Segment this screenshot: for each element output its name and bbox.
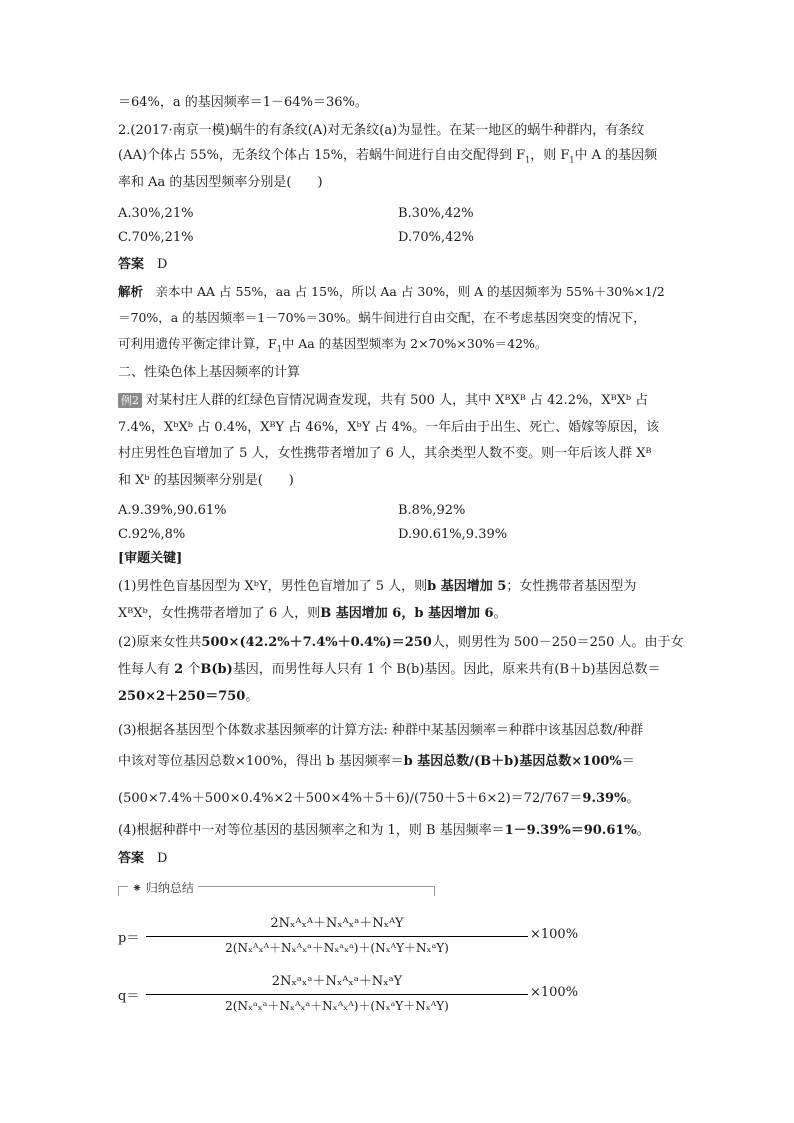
question-2-stem-line2: (AA)个体占 55%，无条纹个体占 15%，若蜗牛间进行自由交配得到 $F_1$，则 $F_1$中 A 的基因频 (118, 148, 658, 165)
key-points-label: [审题关键] (118, 551, 183, 566)
summary-title: ⁕ 归纳总结 (128, 879, 198, 896)
question-2-stem: 2.(2017·南京一模)蜗牛的有条纹(A)对无条纹(a)为显性。在某一地区的蜗牛种群内，有条纹 (118, 123, 645, 138)
text-line: ＝64%，a 的基因频率＝1－64%＝36%。 (118, 95, 368, 110)
example-2-line1: 例2 对某村庄人群的红绿色盲情况调查发现，共有 500 人，其中 XᴮXᴮ 占 42.2%，XᴮXᵇ 占 (118, 392, 648, 410)
key-point-3: (3)根据各基因型个体数求基因频率的计算方法: 种群中某基因频率＝种群中该基因总数/种群 (118, 723, 644, 738)
example-2-line4: 和 Xᵇ 的基因频率分别是( ) (118, 473, 294, 488)
option-b: B.30%,42% (398, 206, 474, 221)
key-point-3-calc: (500×7.4%＋500×0.4%×2＋500×4%＋5＋6)/(750＋5＋6×2)＝72/767＝9.39%。 (118, 791, 640, 806)
formula-p-lhs: p＝ (118, 931, 140, 946)
analysis-line3: 可利用遗传平衡定律计算，$F_1$中 Aa 的基因型频率为 2×70%×30%＝42%。 (118, 336, 548, 354)
formula-p-bar (146, 936, 528, 937)
formula-q-numerator: 2Nₓᵃₓᵃ＋Nₓᴬₓᵃ＋NₓᵃY (271, 974, 403, 989)
key-point-4: (4)根据种群中一对等位基因的基因频率之和为 1，则 B 基因频率＝1－9.39%＝90.61%。 (118, 823, 650, 838)
summary-box-right (434, 886, 435, 896)
key-point-3-cont: 中该对等位基因总数×100%，得出 b 基因频率＝b 基因总数/(B＋b)基因总数×100%＝ (118, 754, 635, 769)
section-heading: 二、性染色体上基因频率的计算 (118, 365, 301, 380)
key-point-2-result: 250×2＋250＝750。 (118, 689, 259, 704)
ex2-option-b: B.8%,92% (398, 503, 466, 518)
option-d: D.70%,42% (398, 230, 475, 245)
formula-q-lhs: q＝ (118, 989, 140, 1004)
formula-p-tail: ×100% (530, 927, 579, 942)
example-2-line2: 7.4%，XᵇXᵇ 占 0.4%，XᴮY 占 46%，XᵇY 占 4%。一年后由于出生、死亡、婚嫁等原因，该 (118, 420, 660, 435)
formula-q-tail: ×100% (530, 985, 579, 1000)
question-2-stem-line3: 率和 Aa 的基因型频率分别是( ) (118, 175, 323, 190)
option-c: C.70%,21% (118, 230, 194, 245)
answer-2: 答案 D (118, 851, 168, 866)
option-a: A.30%,21% (118, 206, 194, 221)
key-point-1-cont: XᴮXᵇ，女性携带者增加了 6 人，则B 基因增加 6，b 基因增加 6。 (118, 606, 507, 621)
formula-p-denominator: 2(Nₓᴬₓᴬ＋Nₓᴬₓᵃ＋Nₓᵃₓᵃ)＋(NₓᴬY＋NₓᵃY) (225, 941, 449, 955)
example-tag: 例2 (118, 393, 142, 408)
ex2-option-d: D.90.61%,9.39% (398, 527, 508, 542)
analysis-line1: 解析 亲本中 AA 占 55%，aa 占 15%，所以 Aa 占 30%，则 A 的基因频率为 55%＋30%×1/2 (118, 284, 665, 299)
formula-p (118, 912, 579, 962)
ex2-option-a: A.9.39%,90.61% (118, 503, 227, 518)
star-icon: ⁕ (132, 881, 143, 895)
formula-q-bar (146, 994, 528, 995)
formula-q (118, 970, 579, 1020)
answer: 答案 D (118, 257, 168, 272)
analysis-line2: ＝70%，a 的基因频率＝1－70%＝30%。蜗牛间进行自由交配，在不考虑基因突变的情况下， (118, 310, 646, 325)
summary-box-left (118, 886, 119, 896)
key-point-1: (1)男性色盲基因型为 XᵇY，男性色盲增加了 5 人，则b 基因增加 5；女性携带者基因型为 (118, 579, 637, 594)
ex2-option-c: C.92%,8% (118, 527, 186, 542)
formula-q-denominator: 2(Nₓᵃₓᵃ＋Nₓᴬₓᵃ＋Nₓᴬₓᴬ)＋(NₓᵃY＋NₓᴬY) (225, 999, 449, 1013)
key-point-2-cont: 性每人有 2 个B(b)基因，而男性每人只有 1 个 B(b)基因。因此，原来共有(B＋b)基因总数＝ (118, 662, 661, 677)
formula-p-numerator: 2Nₓᴬₓᴬ＋Nₓᴬₓᵃ＋NₓᴬY (270, 916, 404, 931)
example-2-line3: 村庄男性色盲增加了 5 人，女性携带者增加了 6 人，其余类型人数不变。则一年后该人群 Xᴮ (118, 446, 652, 461)
key-point-2: (2)原来女性共500×(42.2%＋7.4%＋0.4%)＝250人，则男性为 500－250＝250 人。由于女 (118, 635, 684, 650)
